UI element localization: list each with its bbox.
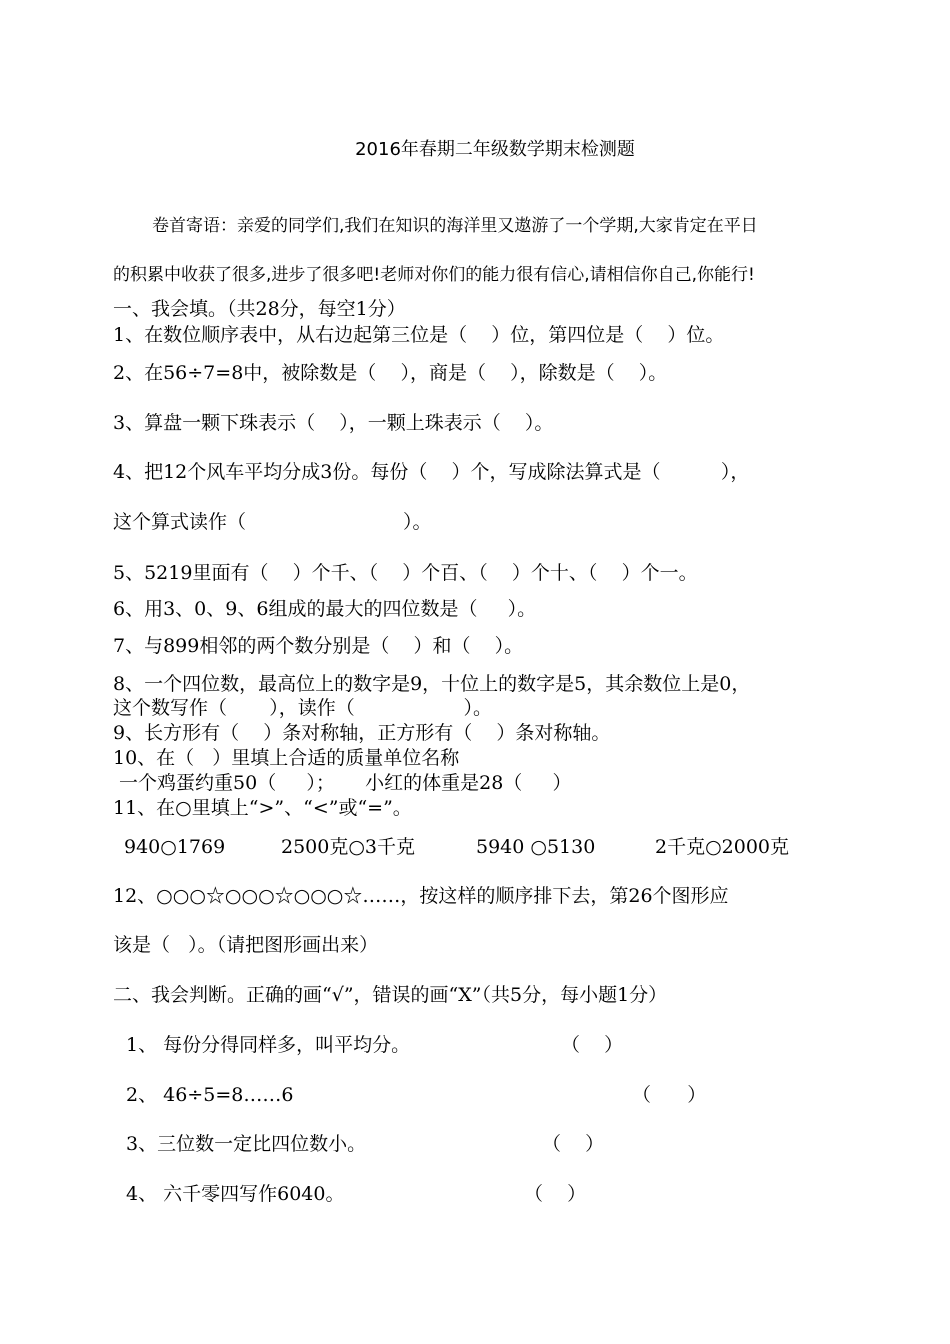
compare-item-2: 2500克○3千克 <box>281 836 416 858</box>
question-4-line-1: 4、把12个风车平均分成3份。每份（ ）个，写成除法算式是（ ）， <box>113 461 750 483</box>
judge-item-3-blank: （ ） <box>542 1133 605 1155</box>
compare-item-3: 5940 ○5130 <box>476 836 596 858</box>
question-12-line-2: 该是（ ）。（请把图形画出来） <box>113 934 379 956</box>
question-9: 9、长方形有（ ）条对称轴，正方形有（ ）条对称轴。 <box>113 722 611 744</box>
question-5: 5、5219里面有（ ）个千、（ ）个百、（ ）个十、（ ）个一。 <box>113 562 698 584</box>
section-2-heading: 二、我会判断。正确的画“√”，错误的画“X”（共5分，每小题1分） <box>113 984 668 1006</box>
judge-item-1: 1、 每份分得同样多，叫平均分。 <box>126 1034 411 1056</box>
compare-item-1: 940○1769 <box>124 836 226 858</box>
judge-item-3: 3、三位数一定比四位数小。 <box>126 1133 367 1155</box>
question-8-line-2: 这个数写作（ ），读作（ ）。 <box>113 697 492 719</box>
question-11: 11、在○里填上“>”、“<”或“=”。 <box>113 797 412 819</box>
question-2: 2、在56÷7=8中，被除数是（ ），商是（ ），除数是（ ）。 <box>113 362 668 384</box>
question-8-line-1: 8、一个四位数，最高位上的数字是9，十位上的数字是5，其余数位上是0， <box>113 673 751 695</box>
judge-item-1-blank: （ ） <box>561 1034 624 1056</box>
compare-item-4: 2千克○2000克 <box>655 836 790 858</box>
judge-item-4-blank: （ ） <box>524 1183 587 1205</box>
section-1-heading: 一、我会填。（共28分，每空1分） <box>113 298 406 320</box>
question-1: 1、在数位顺序表中，从右边起第三位是（ ）位，第四位是（ ）位。 <box>113 324 725 346</box>
intro-line-2: 的积累中收获了很多,进步了很多吧!老师对你们的能力很有信心,请相信你自己,你能行! <box>113 265 755 285</box>
question-7: 7、与899相邻的两个数分别是（ ）和（ ）。 <box>113 635 524 657</box>
question-12-line-1: 12、○○○☆○○○☆○○○☆……，按这样的顺序排下去，第26个图形应 <box>113 885 729 907</box>
intro-line-1: 卷首寄语：亲爱的同学们,我们在知识的海洋里又遨游了一个学期,大家肯定在平日 <box>152 216 758 236</box>
question-6: 6、用3、0、9、6组成的最大的四位数是（ ）。 <box>113 598 537 620</box>
question-3: 3、算盘一颗下珠表示（ ），一颗上珠表示（ ）。 <box>113 412 554 434</box>
question-10-sub: 一个鸡蛋约重50（ ）； 小红的体重是28（ ） <box>113 772 572 794</box>
judge-item-2-blank: （ ） <box>632 1084 707 1106</box>
judge-item-2: 2、 46÷5=8……6 <box>126 1084 294 1106</box>
question-4-line-2: 这个算式读作（ ）。 <box>113 511 432 533</box>
question-10: 10、在（ ）里填上合适的质量单位名称 <box>113 747 460 769</box>
page-title: 2016年春期二年级数学期末检测题 <box>355 139 635 160</box>
judge-item-4: 4、 六千零四写作6040。 <box>126 1183 345 1205</box>
